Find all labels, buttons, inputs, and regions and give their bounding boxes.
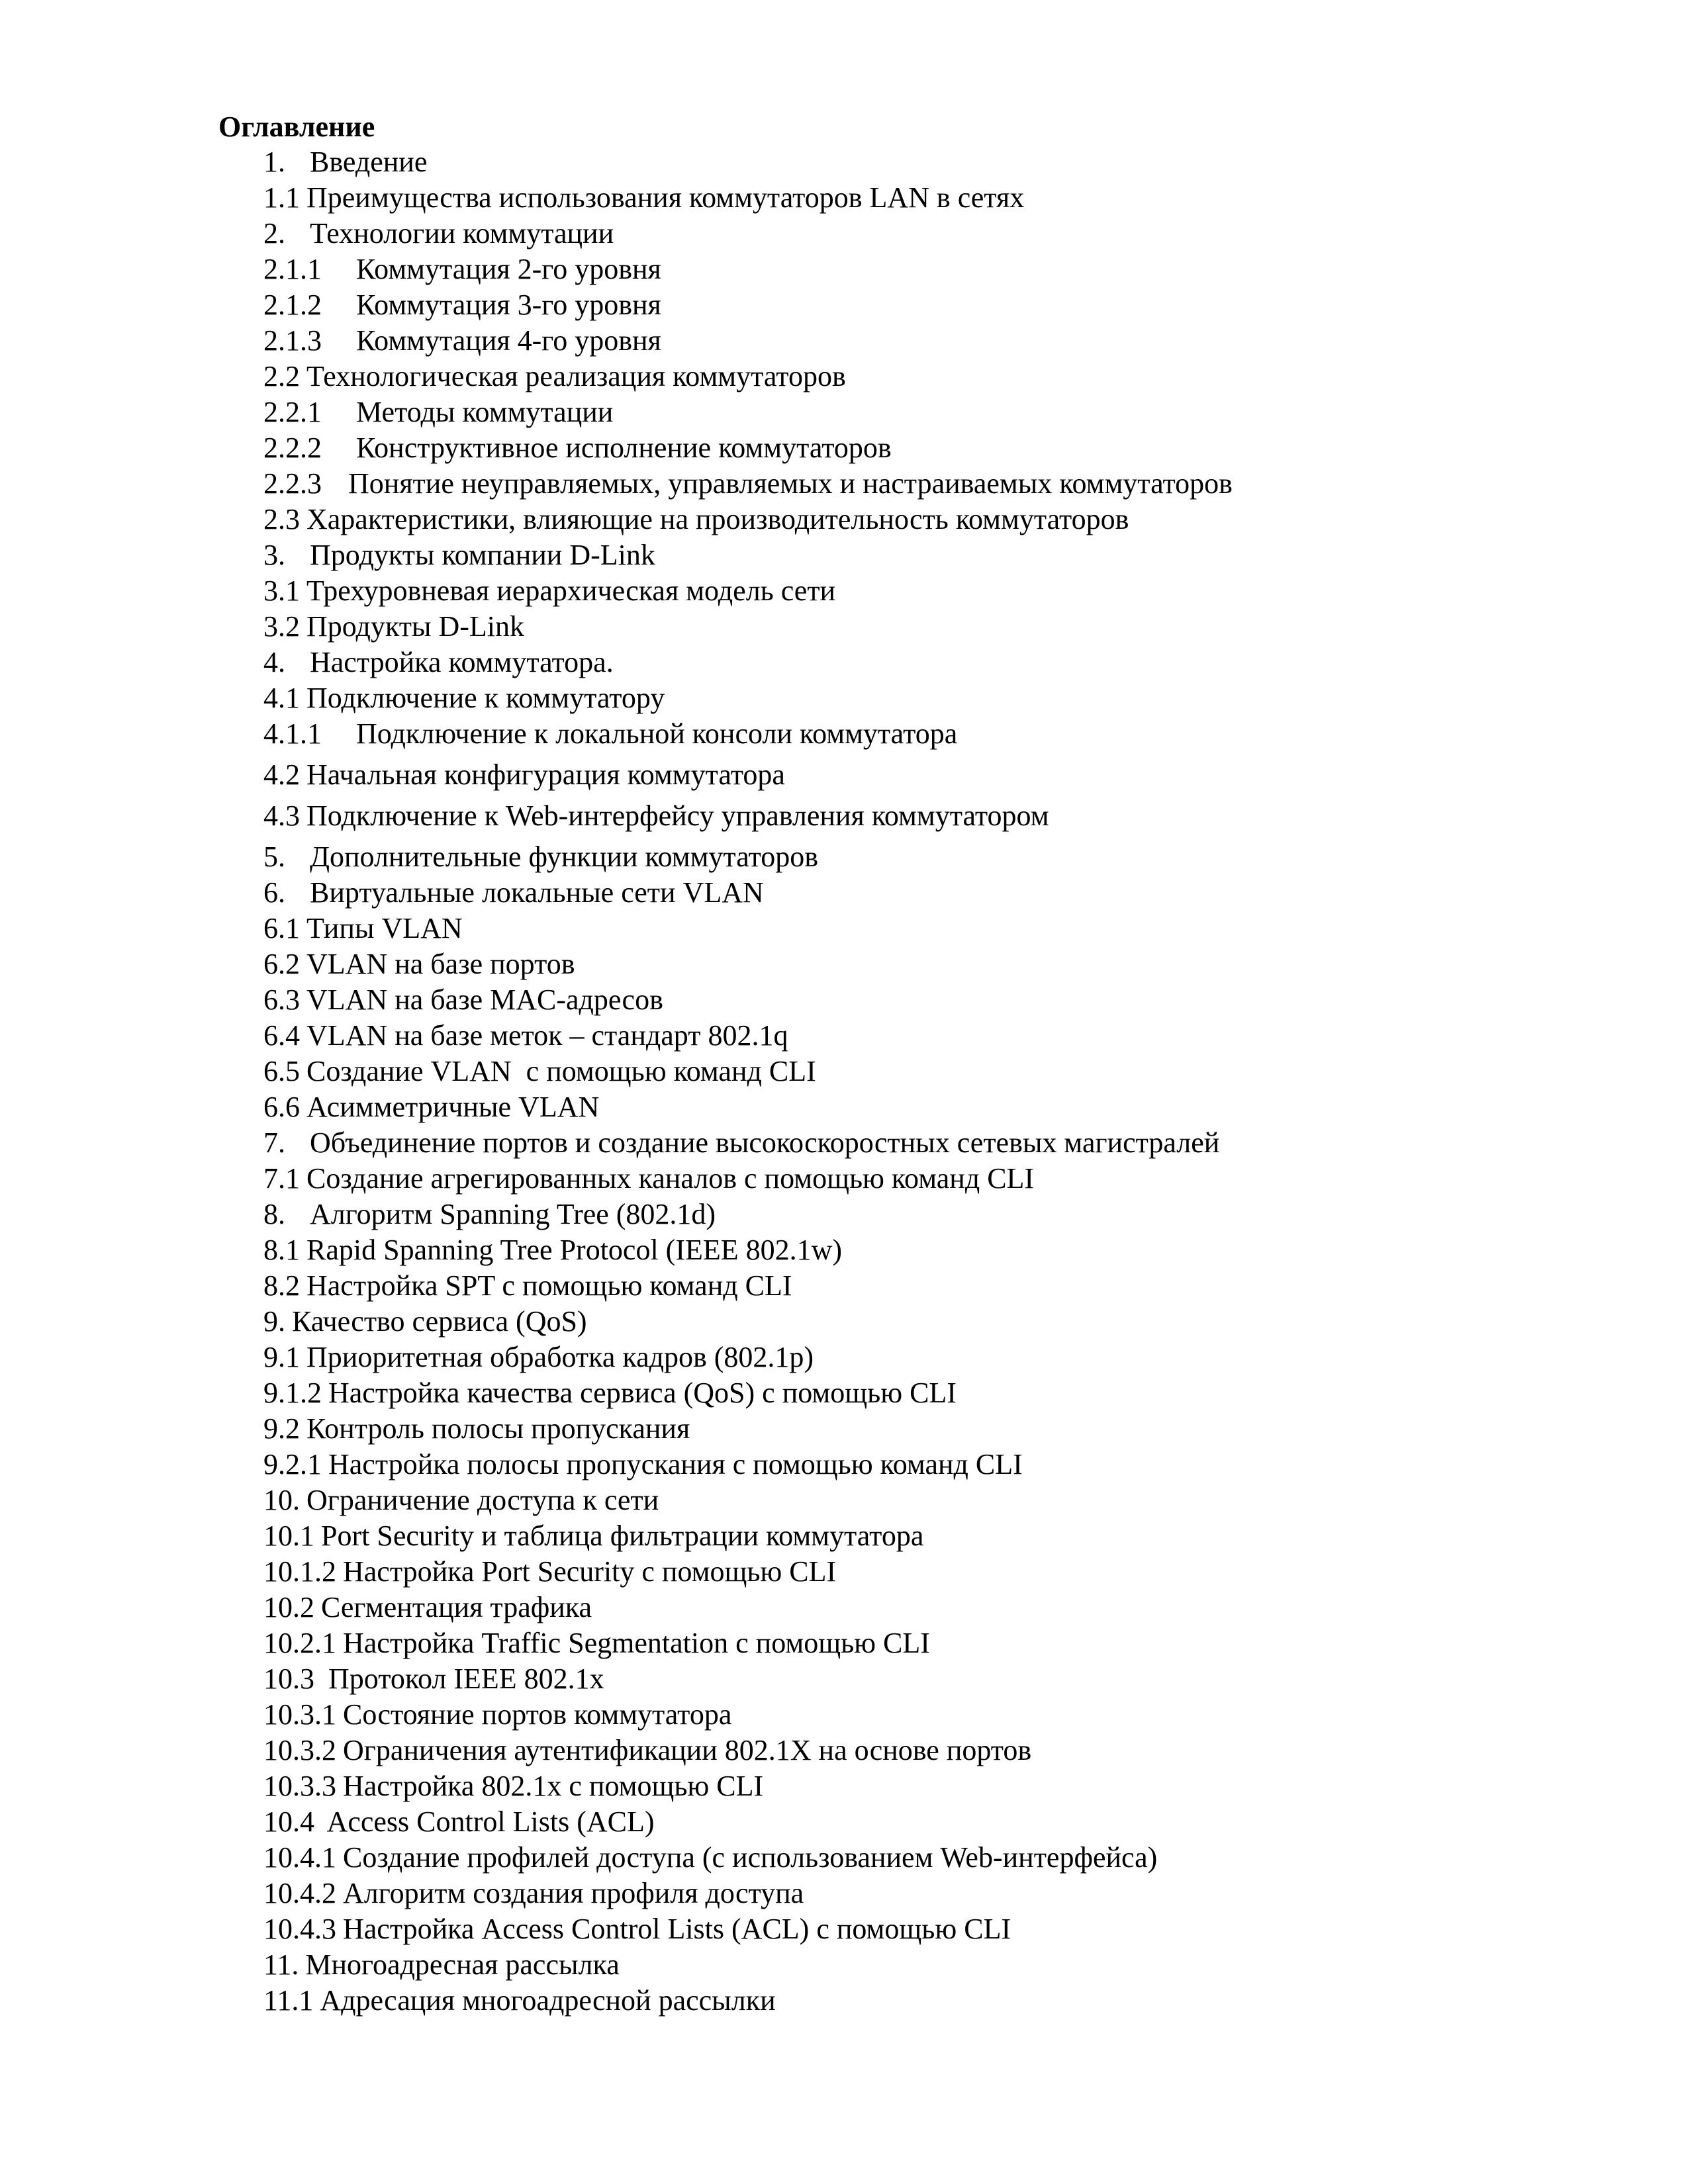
toc-entry-number: 6.1 — [263, 912, 300, 944]
toc-entry-text: Введение — [310, 146, 428, 178]
toc-entry-text: Конструктивное исполнение коммутаторов — [356, 432, 892, 464]
toc-entry — [263, 287, 1620, 323]
toc-entry-number: 2.2.2 — [263, 432, 322, 464]
toc-entry — [263, 1625, 1620, 1661]
toc-entry-number: 1.1 — [263, 181, 300, 214]
toc-entry-text: Состояние портов коммутатора — [343, 1698, 732, 1731]
toc-entry-number: 4.3 — [263, 799, 300, 832]
toc-entry-text: Виртуальные локальные сети VLAN — [310, 876, 764, 909]
toc-entry — [263, 946, 1620, 982]
toc-entry-number: 10. — [263, 1484, 300, 1516]
toc-entry — [263, 1232, 1620, 1268]
toc-entry — [263, 1661, 1620, 1697]
toc-entry-number: 9.1 — [263, 1341, 300, 1373]
toc-entry-text: Характеристики, влияющие на производительность коммутаторов — [306, 503, 1129, 535]
toc-entry-text: Понятие неуправляемых, управляемых и настраиваемых коммутаторов — [348, 467, 1233, 500]
toc-entry — [263, 216, 1620, 251]
toc-entry — [263, 982, 1620, 1018]
toc-entry-text: Качество сервиса (QoS) — [292, 1305, 587, 1338]
toc-entry-number: 6.4 — [263, 1019, 300, 1052]
toc-entry — [263, 1197, 1620, 1232]
toc-entry — [263, 1447, 1620, 1482]
toc-entry-text: VLAN на базе портов — [306, 948, 575, 980]
toc-entry-text: Подключение к локальной консоли коммутатора — [356, 717, 958, 750]
toc-entry-text: Настройка Access Control Lists (ACL) с помощью CLI — [343, 1913, 1011, 1945]
toc-entry — [263, 1340, 1620, 1375]
toc-entry — [263, 1947, 1620, 1983]
toc-entry — [263, 466, 1620, 502]
toc-entry — [263, 1411, 1620, 1447]
toc-entry-text: Асимметричные VLAN — [306, 1091, 600, 1123]
toc-entry-number: 3. — [263, 539, 285, 571]
toc-entry-text: VLAN на базе MAC-адресов — [306, 983, 663, 1016]
toc-entry-text: Трехуровневая иерархическая модель сети — [306, 574, 836, 607]
toc-entry — [263, 1375, 1620, 1411]
toc-entry-text: Технологическая реализация коммутаторов — [306, 360, 846, 392]
toc-entry-text: Коммутация 3-го уровня — [356, 289, 661, 321]
toc-entry-number: 9.1.2 — [263, 1377, 322, 1409]
toc-entry — [263, 1482, 1620, 1518]
toc-entry-number: 8.2 — [263, 1269, 300, 1302]
toc-entry-number: 6.2 — [263, 948, 300, 980]
toc-entry-number: 10.4 — [263, 1805, 314, 1838]
toc-entry-text: Создание агрегированных каналов с помощью команд CLI — [306, 1162, 1035, 1195]
toc-entry — [263, 430, 1620, 466]
toc-entry — [263, 1268, 1620, 1304]
toc-entry — [263, 609, 1620, 645]
toc-entry-number: 10.4.1 — [263, 1841, 336, 1874]
toc-entry-number: 2.2.3 — [263, 467, 322, 500]
toc-entry — [263, 1697, 1620, 1733]
toc-entry-text: Объединение портов и создание высокоскоростных сетевых магистралей — [310, 1126, 1220, 1159]
toc-entry-number: 10.1.2 — [263, 1555, 336, 1588]
toc-entry-number: 10.4.3 — [263, 1913, 336, 1945]
toc-entry-text: Настройка полосы пропускания с помощью команд CLI — [328, 1448, 1023, 1480]
toc-entry-text: Настройка Traffic Segmentation с помощью CLI — [343, 1627, 930, 1659]
toc-entry — [263, 1983, 1620, 2019]
toc-entry-text: Алгоритм создания профиля доступа — [343, 1877, 804, 1909]
toc-entry — [263, 251, 1620, 287]
toc-entry-number: 9. — [263, 1305, 285, 1338]
toc-entry-number: 6. — [263, 876, 285, 909]
toc-entry — [263, 502, 1620, 537]
toc-entry-number: 10.3 — [263, 1662, 314, 1695]
toc-entry — [263, 798, 1620, 834]
toc-entry-text: Сегментация трафика — [321, 1591, 592, 1623]
toc-entry — [263, 1125, 1620, 1161]
toc-entry — [263, 1911, 1620, 1947]
toc-entry-text: Продукты компании D-Link — [310, 539, 655, 571]
toc-entry-text: VLAN на базе меток – стандарт 802.1q — [306, 1019, 788, 1052]
toc-entry-text: Начальная конфигурация коммутатора — [306, 758, 785, 791]
toc-entry-number: 1. — [263, 146, 285, 178]
toc-entry-text: Методы коммутации — [356, 396, 614, 428]
toc-entry-number: 11.1 — [263, 1984, 314, 2017]
toc-entry-number: 10.4.2 — [263, 1877, 336, 1909]
toc-entry-number: 6.3 — [263, 983, 300, 1016]
toc-entry-number: 7.1 — [263, 1162, 300, 1195]
toc-entry-number: 2.1.1 — [263, 253, 322, 285]
toc-entry — [263, 1518, 1620, 1554]
toc-entry-number: 10.2.1 — [263, 1627, 336, 1659]
toc-entry — [263, 1804, 1620, 1840]
toc-entry-text: Port Security и таблица фильтрации коммутатора — [321, 1520, 924, 1552]
toc-entry — [263, 1768, 1620, 1804]
toc-entry — [263, 645, 1620, 680]
toc-entry — [263, 716, 1620, 752]
toc-heading: Оглавление — [218, 111, 375, 143]
toc-entry — [263, 573, 1620, 609]
toc-entry-number: 4.1 — [263, 682, 300, 714]
toc-entry-text: Создание VLAN с помощью команд CLI — [306, 1055, 816, 1087]
toc-entry-number: 4. — [263, 646, 285, 678]
toc-entry-number: 8. — [263, 1198, 285, 1230]
toc-entry-number: 9.2.1 — [263, 1448, 322, 1480]
toc-entry — [263, 839, 1620, 875]
toc-entry-text: Ограничение доступа к сети — [306, 1484, 659, 1516]
toc-entry — [263, 1733, 1620, 1768]
toc-entry-number: 11. — [263, 1948, 299, 1981]
toc-entry — [263, 537, 1620, 573]
toc-entry-number: 9.2 — [263, 1412, 300, 1445]
toc-entry-number: 3.1 — [263, 574, 300, 607]
toc-entry — [263, 875, 1620, 911]
toc-entry-text: Настройка качества сервиса (QoS) с помощью CLI — [328, 1377, 957, 1409]
toc-entry-text: Алгоритм Spanning Tree (802.1d) — [310, 1198, 716, 1230]
toc-entry-number: 4.2 — [263, 758, 300, 791]
toc-entry-number: 10.1 — [263, 1520, 314, 1552]
toc-entry — [263, 1876, 1620, 1911]
toc-entry-number: 2.1.2 — [263, 289, 322, 321]
toc-entry-number: 7. — [263, 1126, 285, 1159]
toc-entry-text: Дополнительные функции коммутаторов — [310, 841, 819, 873]
toc-entry-text: Коммутация 2-го уровня — [356, 253, 661, 285]
toc-entry-number: 8.1 — [263, 1234, 300, 1266]
toc-entry-text: Подключение к Web-интерфейсу управления коммутатором — [306, 799, 1049, 832]
toc-entry — [263, 757, 1620, 793]
toc-entry-text: Настройка 802.1x с помощью CLI — [343, 1770, 764, 1802]
toc-entry-number: 6.6 — [263, 1091, 300, 1123]
toc-entry-number: 2.2 — [263, 360, 300, 392]
toc-entry — [263, 1590, 1620, 1625]
toc-entry-text: Настройка коммутатора. — [310, 646, 614, 678]
toc-entry-text: Настройка SPT с помощью команд CLI — [306, 1269, 792, 1302]
toc-entry-text: Многоадресная рассылка — [305, 1948, 620, 1981]
toc-entry-text: Ограничения аутентификации 802.1X на основе портов — [343, 1734, 1032, 1766]
toc-entry-text: Приоритетная обработка кадров (802.1p) — [306, 1341, 814, 1373]
toc-entry — [263, 180, 1620, 216]
table-of-contents — [263, 144, 1620, 2019]
toc-entry-number: 10.3.1 — [263, 1698, 336, 1731]
toc-entry-text: Продукты D-Link — [306, 610, 525, 643]
toc-entry-number: 6.5 — [263, 1055, 300, 1087]
toc-entry-number: 10.3.2 — [263, 1734, 336, 1766]
toc-entry — [263, 1304, 1620, 1340]
toc-entry-number: 2.1.3 — [263, 324, 322, 357]
toc-entry — [263, 144, 1620, 180]
toc-entry-text: Access Control Lists (ACL) — [321, 1805, 655, 1838]
toc-entry — [263, 911, 1620, 946]
toc-entry-number: 2. — [263, 217, 285, 250]
toc-entry — [263, 1554, 1620, 1590]
toc-entry — [263, 394, 1620, 430]
toc-entry-number: 10.2 — [263, 1591, 314, 1623]
toc-entry-text: Адресация многоадресной рассылки — [320, 1984, 776, 2017]
toc-entry — [263, 1161, 1620, 1197]
toc-entry-text: Коммутация 4-го уровня — [356, 324, 661, 357]
toc-entry-text: Технологии коммутации — [310, 217, 614, 250]
toc-entry — [263, 1840, 1620, 1876]
toc-entry-text: Контроль полосы пропускания — [306, 1412, 690, 1445]
toc-entry — [263, 1054, 1620, 1089]
toc-entry — [263, 680, 1620, 716]
toc-entry-number: 2.3 — [263, 503, 300, 535]
toc-entry — [263, 359, 1620, 394]
toc-entry — [263, 323, 1620, 359]
toc-entry-number: 4.1.1 — [263, 717, 322, 750]
toc-entry-text: Протокол IEEE 802.1x — [321, 1662, 604, 1695]
toc-entry-number: 10.3.3 — [263, 1770, 336, 1802]
toc-entry — [263, 1089, 1620, 1125]
toc-entry-text: Rapid Spanning Tree Protocol (IEEE 802.1w) — [306, 1234, 843, 1266]
toc-entry-number: 3.2 — [263, 610, 300, 643]
toc-entry — [263, 1018, 1620, 1054]
toc-entry-number: 2.2.1 — [263, 396, 322, 428]
toc-entry-text: Типы VLAN — [306, 912, 463, 944]
toc-entry-number: 5. — [263, 841, 285, 873]
toc-entry-text: Создание профилей доступа (с использованием Web-интерфейса) — [343, 1841, 1158, 1874]
toc-entry-text: Настройка Port Security с помощью CLI — [343, 1555, 837, 1588]
toc-entry-text: Преимущества использования коммутаторов LAN в сетях — [306, 181, 1025, 214]
toc-entry-text: Подключение к коммутатору — [306, 682, 665, 714]
